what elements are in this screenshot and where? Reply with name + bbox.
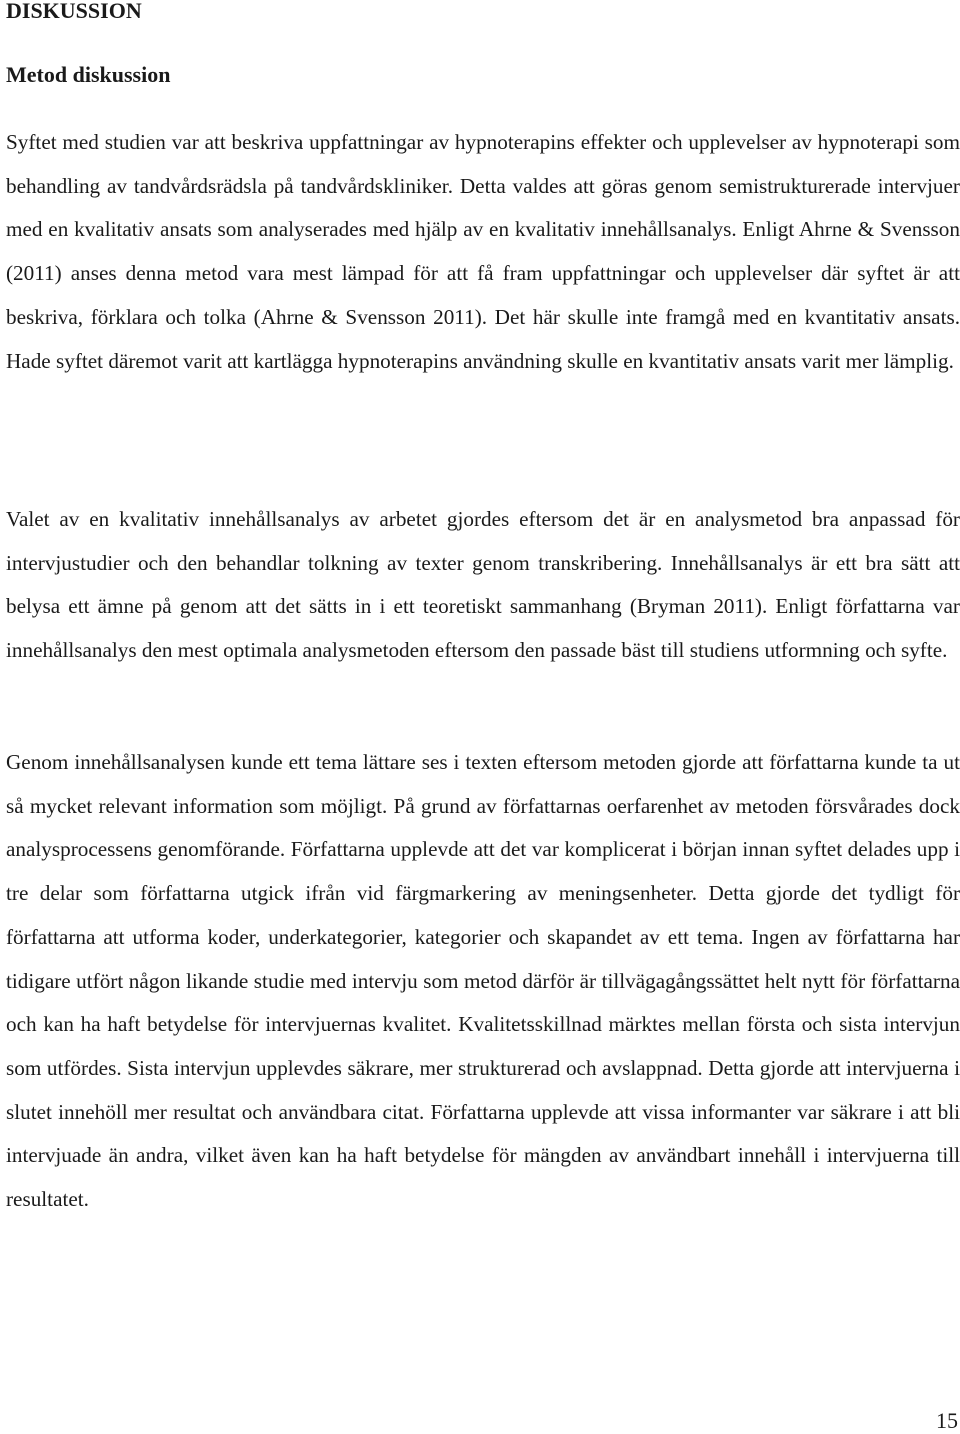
paragraph-1: Syftet med studien var att beskriva uppfattningar av hypnoterapins effekter och upplevelser av hypnoterapi som behandling av tandvårdsrädsla på tandvårdskliniker. Detta valdes att göras genom semistrukturerade intervjuer med en kvalitativ ansats som analyserades med hjälp av en kvalitativ innehållsanalys. Enligt Ahrne & Svensson (2011) anses denna metod vara mest lämpad för att få fram uppfattningar och upplevelser där syftet är att beskriva, förklara och tolka (Ahrne & Svensson 2011). Det här skulle inte framgå med en kvantitativ ansats. Hade syftet däremot varit att kartlägga hypnoterapins användning skulle en kvantitativ ansats varit mer lämplig. — [6, 130, 960, 373]
subsection-heading-method-discussion: Metod diskussion — [6, 62, 171, 87]
section-heading-discussion: DISKUSSION — [6, 0, 142, 23]
paragraph-2: Valet av en kvalitativ innehållsanalys av arbetet gjordes eftersom det är en analysmetod bra anpassad för intervjustudier och den behandlar tolkning av texter genom transkribering. Innehållsanalys är ett bra sätt att belysa ett ämne på genom att det sätts in i ett teoretiskt sammanhang (Bryman 2011). Enligt författarna var innehållsanalys den mest optimala analysmetoden eftersom den passade bäst till studiens utformning och syfte. — [6, 507, 960, 663]
paragraph-3: Genom innehållsanalysen kunde ett tema lättare ses i texten eftersom metoden gjorde att författarna kunde ta ut så mycket relevant information som möjligt. På grund av författarnas oerfarenhet av metoden försvårades dock analysprocessens genomförande. Författarna upplevde att det var komplicerat i början innan syftet delades upp i tre delar som författarna utgick ifrån vid färgmarkering av meningsenheter. Detta gjorde det tydligt för författarna att utforma koder, underkategorier, kategorier och skapandet av ett tema. Ingen av författarna har tidigare utfört någon likande studie med intervju som metod därför är tillvägagångssättet helt nytt för författarna och kan ha haft betydelse för intervjuernas kvalitet. Kvalitetsskillnad märktes mellan första och sista intervjun som utfördes. Sista intervjun upplevdes säkrare, mer strukturerad och avslappnad. Detta gjorde att intervjuerna i slutet innehöll mer resultat och användbara citat. Författarna upplevde att vissa informanter var säkrare i att bli intervjuade än andra, vilket även kan ha haft betydelse för mängden av användbart innehåll i intervjuerna till resultatet. — [6, 750, 960, 1212]
page-number: 15 — [936, 1408, 958, 1433]
